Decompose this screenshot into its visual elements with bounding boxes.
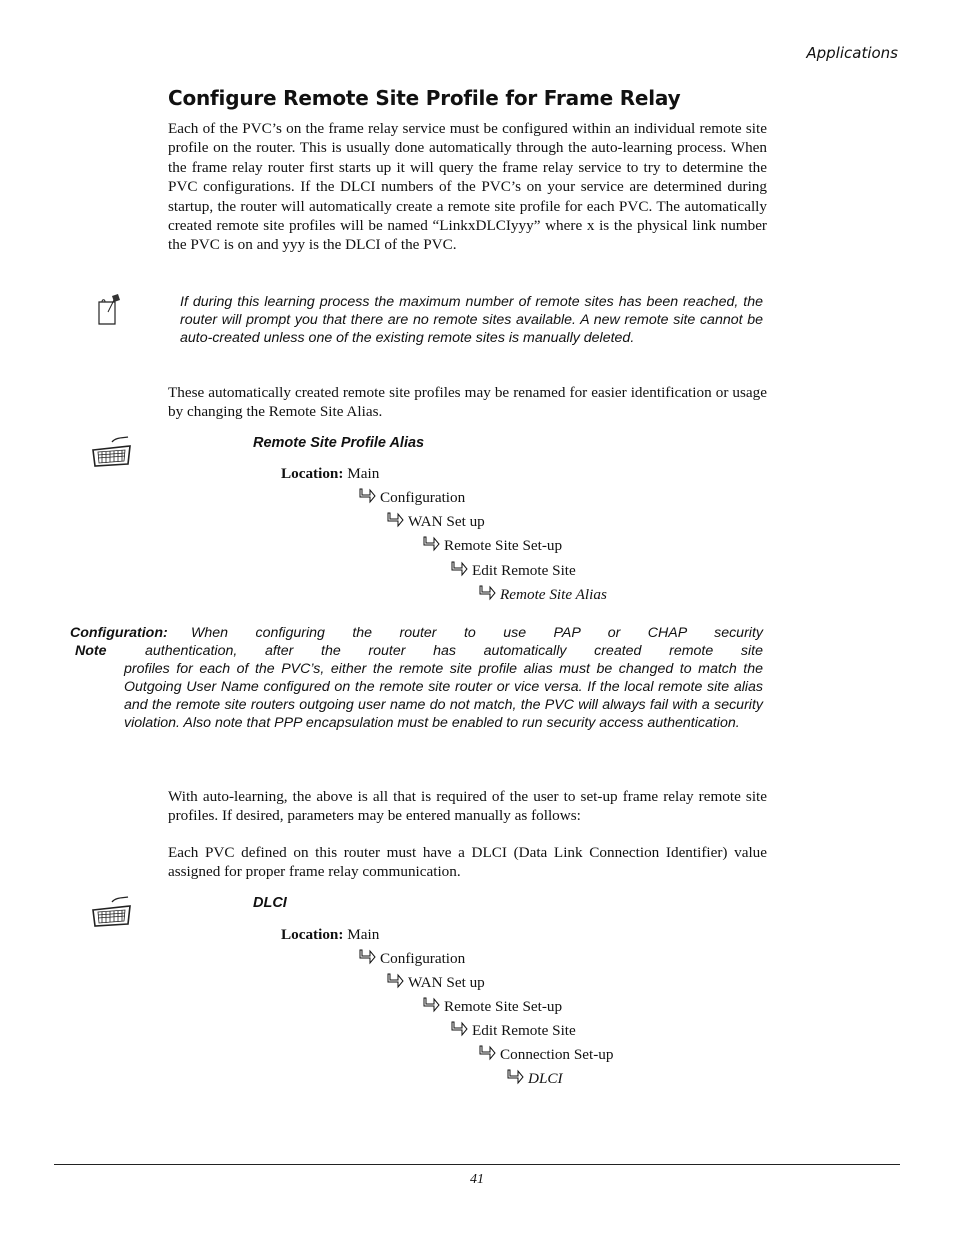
paragraph-auto-learning: With auto-learning, the above is all that is required of the user to set-up frame relay remote site profiles. If desired, parameters may be entered manually as follows: (168, 788, 767, 825)
paragraph-rename: These automatically created remote site profiles may be renamed for easier identification or usage by changing the Remote Site Alias. (168, 384, 767, 421)
config-note-line2: authentication, after the router has automatically created remote site (145, 643, 763, 659)
location-label: Location: (281, 926, 344, 943)
location-root: Main (347, 926, 380, 943)
location-line (281, 462, 379, 486)
section-title: Configure Remote Site Profile for Frame Relay (168, 86, 681, 110)
location-line (281, 923, 379, 947)
keyboard-icon (90, 896, 132, 928)
path-step: WAN Set up (386, 510, 485, 534)
paragraph-dlci: Each PVC defined on this router must have a DLCI (Data Link Connection Identifier) value assigned for proper frame relay communication. (168, 844, 767, 881)
arrow-icon (386, 512, 404, 528)
footer-divider (54, 1164, 900, 1165)
path-step: Edit Remote Site (450, 1019, 576, 1043)
path-step-final: DLCI (506, 1067, 563, 1091)
arrow-icon (358, 949, 376, 965)
arrow-icon (450, 561, 468, 577)
arrow-icon (386, 973, 404, 989)
note-icon (94, 290, 124, 328)
path-step: Edit Remote Site (450, 559, 576, 583)
section-label-dlci: DLCI (253, 895, 287, 911)
arrow-icon (478, 585, 496, 601)
note-text: If during this learning process the maximum number of remote sites has been reached, the router will prompt you that there are no remote sites available. A new remote site cannot be auto-created unless one of the existing remote sites is manually deleted. (180, 294, 763, 346)
arrow-icon (478, 1045, 496, 1061)
section-label-remote-site-alias: Remote Site Profile Alias (253, 435, 425, 451)
path-step: Connection Set-up (478, 1043, 613, 1067)
config-note-line1: When configuring the router to use PAP or CHAP security (191, 625, 763, 641)
keyboard-icon (90, 436, 132, 468)
arrow-icon (422, 997, 440, 1013)
arrow-icon (422, 536, 440, 552)
arrow-icon (450, 1021, 468, 1037)
config-note-body: profiles for each of the PVC’s, either the remote site profile alias must be changed to match the Outgoing User Name configured on the remote site router or vice versa. If the local remote site alias and the remote site routers outgoing user name do not match, the PVC will always fail with a security violation. Also note that PPP encapsulation must be enabled to run security access authentication. (124, 661, 763, 731)
arrow-icon (358, 488, 376, 504)
config-note-label: Configuration: (70, 625, 168, 641)
path-step: Configuration (358, 947, 465, 971)
path-step: Remote Site Set-up (422, 995, 562, 1019)
config-note (70, 624, 763, 732)
path-step: Configuration (358, 486, 465, 510)
location-root: Main (347, 465, 380, 482)
paragraph-intro: Each of the PVC’s on the frame relay service must be configured within an individual remote site profile on the router. This is usually done automatically through the auto-learning process. When the frame relay router first starts up it will query the frame relay service to try to determine the PVC configurations. If the DLCI numbers of the PVC’s on your service are determined during startup, the router will automatically create a remote site profile for each PVC. The automatically created remote site profiles will be named “LinkxDLCIyyy” where x is the physical link number the PVC is on and yyy is the DLCI of the PVC. (168, 120, 767, 254)
path-step-final: Remote Site Alias (478, 583, 607, 607)
path-step: WAN Set up (386, 971, 485, 995)
config-note-label2: Note (75, 643, 107, 659)
page-number: 41 (470, 1172, 484, 1187)
arrow-icon (506, 1069, 524, 1085)
path-step: Remote Site Set-up (422, 534, 562, 558)
running-header: Applications (806, 44, 898, 62)
location-label: Location: (281, 465, 344, 482)
